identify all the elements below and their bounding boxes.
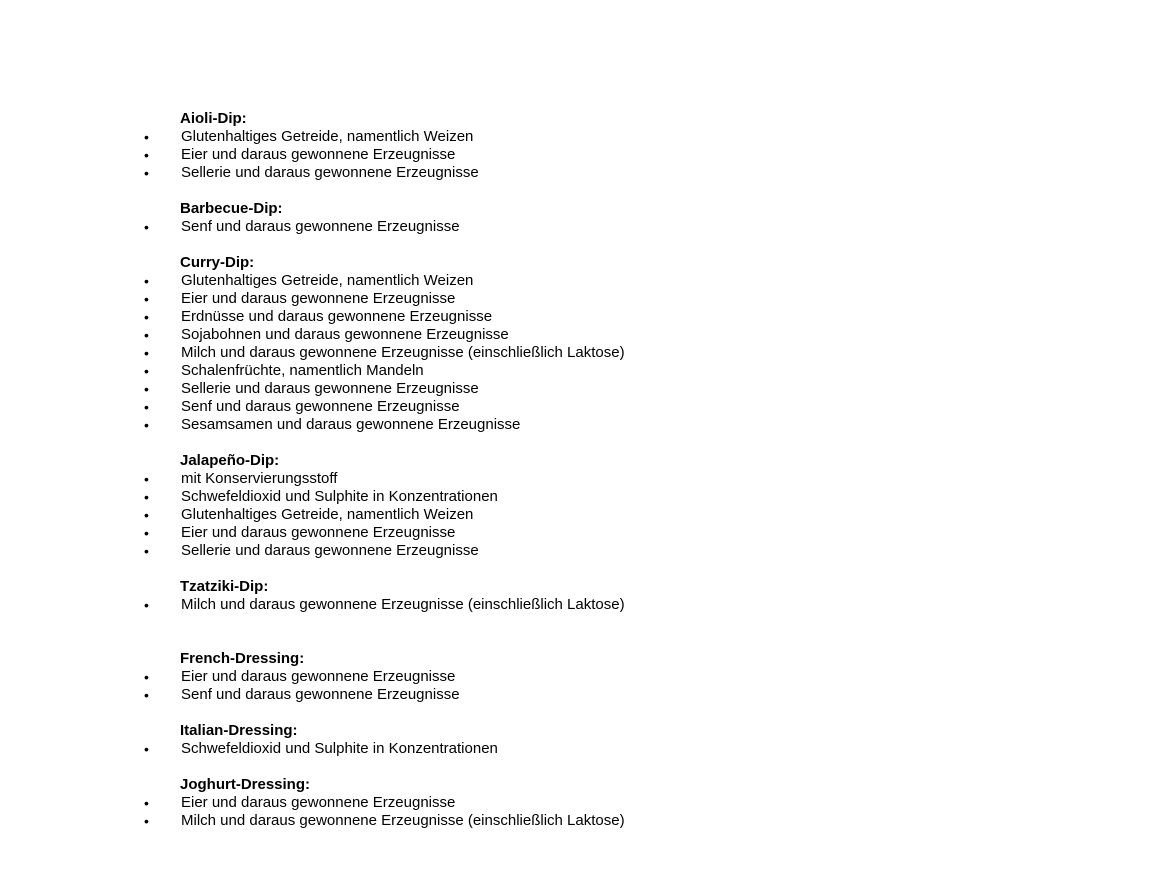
list-item-text: Senf und daraus gewonnene Erzeugnisse xyxy=(181,218,460,235)
bullet-icon: • xyxy=(144,795,149,811)
bullet-icon: • xyxy=(144,399,149,415)
list-item-text: Sellerie und daraus gewonnene Erzeugnisse xyxy=(181,542,479,559)
bullet-icon: • xyxy=(144,345,149,361)
section-heading: Joghurt-Dressing: xyxy=(180,776,311,793)
list-item-text: Schwefeldioxid und Sulphite in Konzentrationen xyxy=(181,488,498,505)
allergen-list xyxy=(0,740,1160,758)
list-item xyxy=(0,308,1160,326)
allergen-list xyxy=(0,668,1160,704)
bullet-icon: • xyxy=(144,273,149,289)
allergen-list xyxy=(0,218,1160,236)
list-item xyxy=(0,164,1160,182)
allergen-section-barbecue-dip xyxy=(0,200,1160,236)
list-item xyxy=(0,128,1160,146)
list-item xyxy=(0,542,1160,560)
list-item-text: Erdnüsse und daraus gewonnene Erzeugnisse xyxy=(181,308,493,325)
bullet-icon: • xyxy=(144,687,149,703)
bullet-icon: • xyxy=(144,363,149,379)
allergen-document xyxy=(0,110,1160,830)
list-item xyxy=(0,524,1160,542)
section-heading: Curry-Dip: xyxy=(180,254,255,271)
section-heading: French-Dressing: xyxy=(180,650,305,667)
section-heading: Barbecue-Dip: xyxy=(180,200,283,217)
section-heading: Jalapeño-Dip: xyxy=(180,452,280,469)
bullet-icon: • xyxy=(144,165,149,181)
list-item-text: Milch und daraus gewonnene Erzeugnisse (einschließlich Laktose) xyxy=(181,596,625,613)
list-item-text: Sesamsamen und daraus gewonnene Erzeugnisse xyxy=(181,416,521,433)
bullet-icon: • xyxy=(144,471,149,487)
allergen-section-french-dressing xyxy=(0,650,1160,704)
allergen-list xyxy=(0,272,1160,434)
list-item-text: Glutenhaltiges Getreide, namentlich Weizen xyxy=(181,128,474,145)
bullet-icon: • xyxy=(144,129,149,145)
allergen-section-italian-dressing xyxy=(0,722,1160,758)
list-item xyxy=(0,794,1160,812)
section-heading: Italian-Dressing: xyxy=(180,722,298,739)
allergen-section-joghurt-dressing xyxy=(0,776,1160,830)
bullet-icon: • xyxy=(144,813,149,829)
list-item xyxy=(0,668,1160,686)
list-item xyxy=(0,812,1160,830)
list-item-text: Senf und daraus gewonnene Erzeugnisse xyxy=(181,686,460,703)
allergen-list xyxy=(0,794,1160,830)
allergen-section-tzatziki-dip xyxy=(0,578,1160,614)
list-item xyxy=(0,272,1160,290)
list-item xyxy=(0,146,1160,164)
bullet-icon: • xyxy=(144,543,149,559)
list-item xyxy=(0,344,1160,362)
list-item-text: Senf und daraus gewonnene Erzeugnisse xyxy=(181,398,460,415)
list-item xyxy=(0,506,1160,524)
bullet-icon: • xyxy=(144,219,149,235)
bullet-icon: • xyxy=(144,417,149,433)
list-item xyxy=(0,380,1160,398)
list-item-text: Schalenfrüchte, namentlich Mandeln xyxy=(181,362,424,379)
list-item-text: Milch und daraus gewonnene Erzeugnisse (einschließlich Laktose) xyxy=(181,812,625,829)
list-item-text: Eier und daraus gewonnene Erzeugnisse xyxy=(181,146,456,163)
list-item xyxy=(0,290,1160,308)
bullet-icon: • xyxy=(144,489,149,505)
list-item-text: Glutenhaltiges Getreide, namentlich Weizen xyxy=(181,506,474,523)
allergen-section-curry-dip xyxy=(0,254,1160,434)
list-item xyxy=(0,488,1160,506)
list-item xyxy=(0,596,1160,614)
bullet-icon: • xyxy=(144,147,149,163)
list-item-text: Sellerie und daraus gewonnene Erzeugnisse xyxy=(181,164,479,181)
list-item-text: Eier und daraus gewonnene Erzeugnisse xyxy=(181,524,456,541)
bullet-icon: • xyxy=(144,507,149,523)
list-item xyxy=(0,218,1160,236)
bullet-icon: • xyxy=(144,669,149,685)
list-item-text: Glutenhaltiges Getreide, namentlich Weizen xyxy=(181,272,474,289)
bullet-icon: • xyxy=(144,381,149,397)
bullet-icon: • xyxy=(144,741,149,757)
allergen-section-aioli-dip xyxy=(0,110,1160,182)
list-item-text: Schwefeldioxid und Sulphite in Konzentrationen xyxy=(181,740,498,757)
list-item xyxy=(0,416,1160,434)
list-item xyxy=(0,686,1160,704)
list-item-text: Sojabohnen und daraus gewonnene Erzeugnisse xyxy=(181,326,509,343)
bullet-icon: • xyxy=(144,597,149,613)
section-heading: Tzatziki-Dip: xyxy=(180,578,269,595)
bullet-icon: • xyxy=(144,291,149,307)
allergen-list xyxy=(0,470,1160,560)
list-item-text: Eier und daraus gewonnene Erzeugnisse xyxy=(181,794,456,811)
allergen-list xyxy=(0,596,1160,614)
list-item-text: Milch und daraus gewonnene Erzeugnisse (einschließlich Laktose) xyxy=(181,344,625,361)
list-item-text: Eier und daraus gewonnene Erzeugnisse xyxy=(181,668,456,685)
list-item xyxy=(0,362,1160,380)
list-item-text: mit Konservierungsstoff xyxy=(181,470,338,487)
bullet-icon: • xyxy=(144,525,149,541)
list-item-text: Eier und daraus gewonnene Erzeugnisse xyxy=(181,290,456,307)
list-item xyxy=(0,398,1160,416)
bullet-icon: • xyxy=(144,327,149,343)
section-heading: Aioli-Dip: xyxy=(180,110,247,127)
list-item-text: Sellerie und daraus gewonnene Erzeugnisse xyxy=(181,380,479,397)
list-item xyxy=(0,326,1160,344)
allergen-section-jalapeno-dip xyxy=(0,452,1160,560)
list-item xyxy=(0,470,1160,488)
list-item xyxy=(0,740,1160,758)
allergen-list xyxy=(0,128,1160,182)
bullet-icon: • xyxy=(144,309,149,325)
